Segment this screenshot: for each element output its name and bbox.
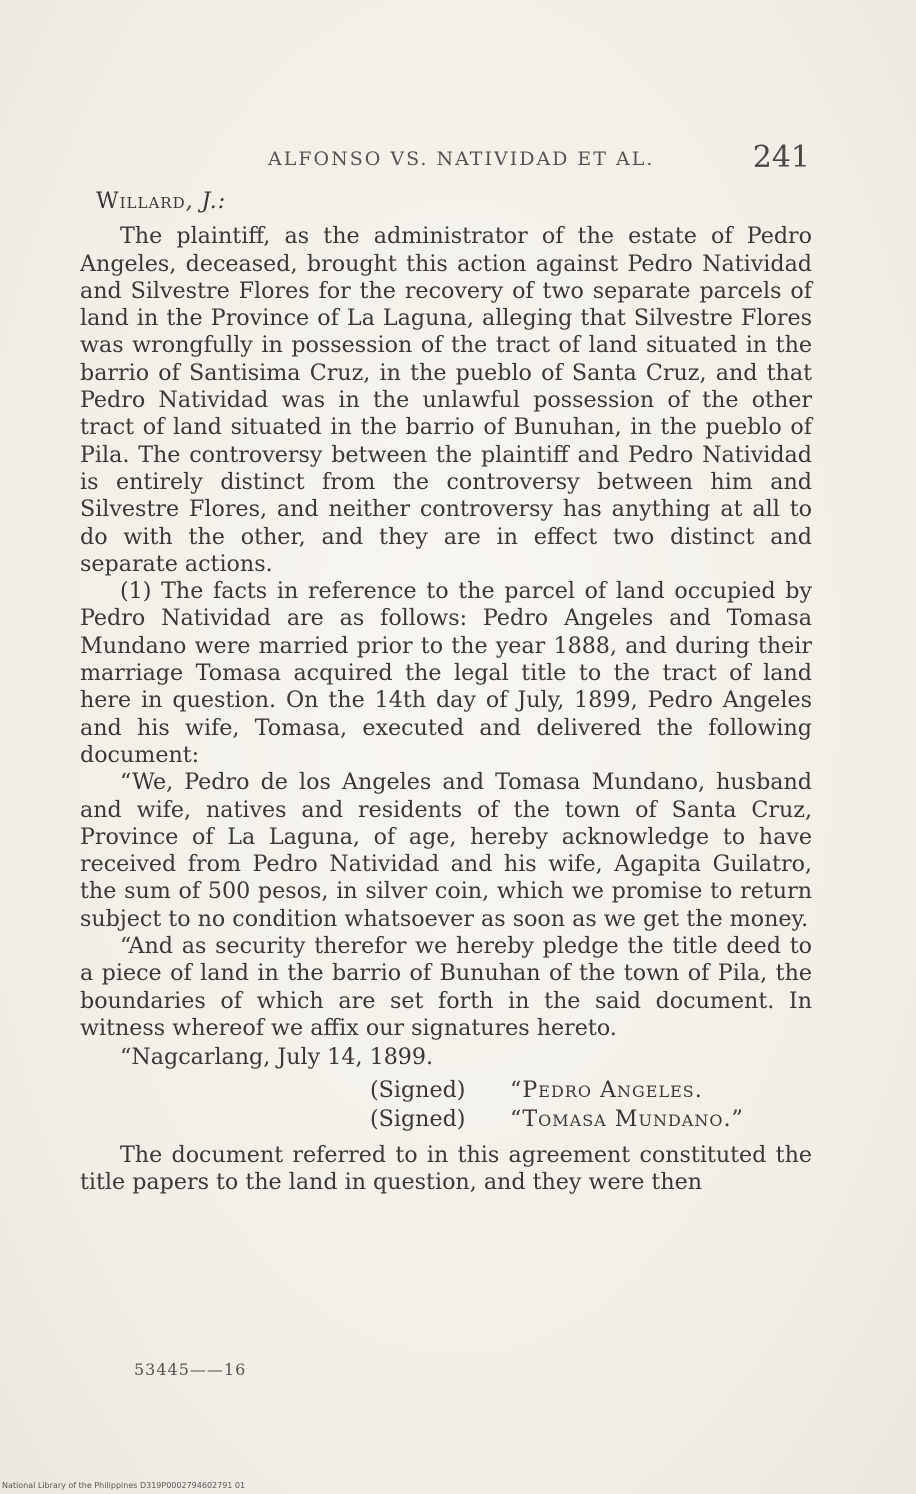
author-suffix: , J.: <box>185 189 227 214</box>
signature-row <box>370 1105 812 1134</box>
paragraph-3: “We, Pedro de los Angeles and Tomasa Mundano, husband and wife, natives and residents of the town of Santa Cruz, Province of La Laguna, of age, hereby acknowledge to have received from Pedro Natividad and his wife, Agapita Guilatro, the sum of 500 pesos, in silver coin, which we promise to return subject to no condition whatsoever as soon as we get the money. <box>80 769 812 932</box>
opinion-body <box>80 188 812 1196</box>
date-line: “Nagcarlang, July 14, 1899. <box>120 1044 434 1071</box>
paragraph-2: (1) The facts in reference to the parcel of land occupied by Pedro Natividad are as follows: Pedro Angeles and Tomasa Mundano were married prior to the year 1888, and during their marriage Tomasa acquired the legal title to the tract of land here in question. On the 14th day of July, 1899, Pedro Angeles and his wife, Tomasa, executed and delivered the following document: <box>80 578 812 768</box>
running-head <box>268 140 818 180</box>
signed-label: (Signed) <box>370 1105 466 1132</box>
signature-block <box>80 1076 812 1134</box>
paragraph-5: The document referred to in this agreement constituted the title papers to the land in question, and they were then <box>80 1141 812 1195</box>
archive-footer: National Library of the Philippines D319P0002794602791 01 <box>2 1481 246 1490</box>
signatory-name: “Tomasa Mundano.” <box>510 1105 744 1132</box>
paragraph-1: The plaintiff, as the administrator of the estate of Pedro Angeles, deceased, brought this action against Pedro Natividad and Silvestre Flores for the recovery of two separate parcels of land in the Province of La Laguna, alleging that Silvestre Flores was wrongfully in possession of the tract of land situated in the barrio of Santisima Cruz, in the pueblo of Santa Cruz, and that Pedro Natividad was in the unlawful possession of the other tract of land situated in the barrio of Bunuhan, in the pueblo of Pila. The controversy between the plaintiff and Pedro Natividad is entirely distinct from the controversy between him and Silvestre Flores, and neither controversy has anything at all to do with the other, and they are in effect two distinct and separate actions. <box>80 223 812 577</box>
signatory-name: “Pedro Angeles. <box>510 1076 703 1103</box>
paragraph-4: “And as security therefor we hereby pledge the title deed to a piece of land in the barrio of Bunuhan of the town of Pila, the boundaries of which are set forth in the said document. In witness whereof we affix our signatures hereto. <box>80 933 812 1041</box>
signature-row <box>370 1076 812 1105</box>
running-title: ALFONSO VS. NATIVIDAD ET AL. <box>268 148 655 170</box>
author-name: Willard <box>96 189 186 214</box>
printer-signature-mark: 53445——16 <box>134 1360 247 1379</box>
page-number: 241 <box>752 140 810 175</box>
author-line <box>96 188 812 215</box>
signed-label: (Signed) <box>370 1076 466 1103</box>
